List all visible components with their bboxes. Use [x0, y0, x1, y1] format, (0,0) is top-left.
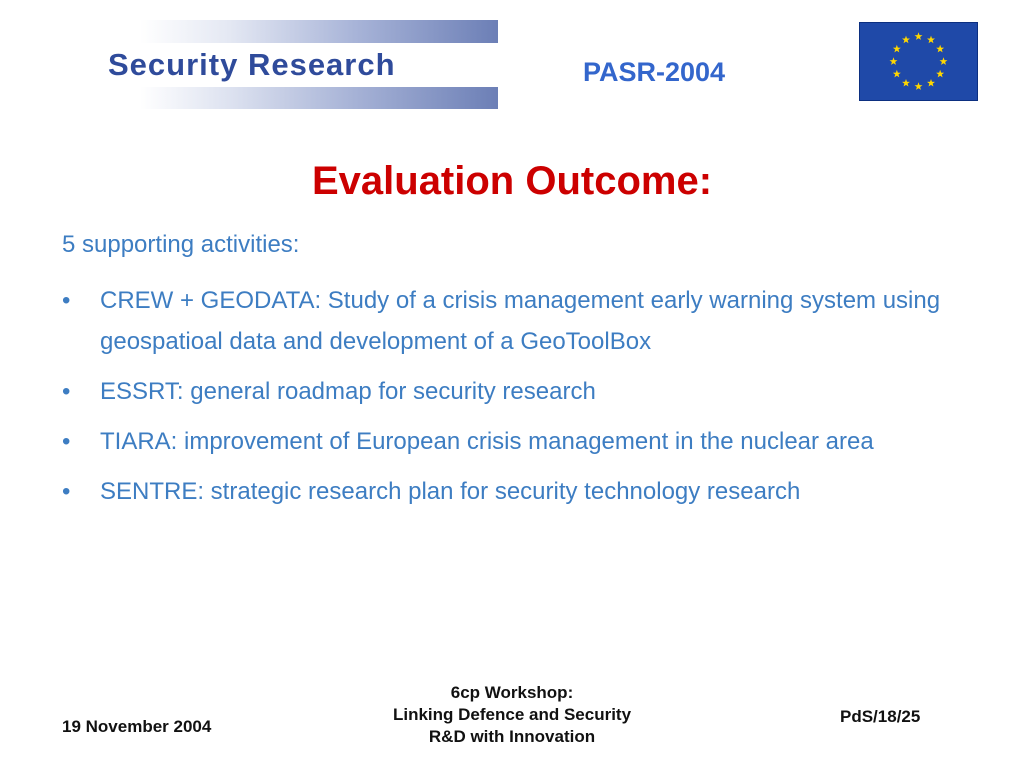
program-label: PASR-2004 [583, 57, 726, 87]
footer-event-line: 6cp Workshop: [450, 683, 574, 702]
bullet-text: SENTRE: strategic research plan for security technology research [100, 478, 801, 505]
bullet-icon: • [62, 378, 71, 405]
bullet-text: CREW + GEODATA: Study of a crisis management early warning system using geospatioal data and development of a GeoToolBox [100, 287, 941, 355]
bullet-list [62, 280, 962, 521]
eu-flag-icon [859, 22, 978, 101]
bullet-item [62, 371, 962, 412]
eu-star-icon [927, 79, 935, 87]
slide-title: Evaluation Outcome: [311, 159, 713, 203]
eu-star-icon [936, 45, 944, 53]
logo-band-bottom [140, 87, 498, 109]
eu-star-icon [893, 70, 901, 78]
eu-star-icon [915, 32, 923, 40]
security-research-logo [108, 20, 498, 110]
footer-event-line: R&D with Innovation [428, 727, 596, 746]
eu-star-icon [902, 79, 910, 87]
logo-band-top [140, 20, 498, 43]
bullet-item [62, 280, 962, 362]
intro-text: 5 supporting activities: [62, 231, 300, 258]
bullet-text: TIARA: improvement of European crisis management in the nuclear area [100, 428, 874, 455]
eu-star-icon [940, 57, 948, 65]
footer-event-line: Linking Defence and Security [392, 705, 632, 724]
bullet-icon: • [62, 287, 71, 314]
eu-star-icon [902, 36, 910, 44]
footer-page-ref: PdS/18/25 [840, 707, 921, 726]
eu-star-icon [936, 70, 944, 78]
bullet-icon: • [62, 428, 71, 455]
eu-star-icon [927, 36, 935, 44]
bullet-item [62, 421, 962, 462]
footer-date: 19 November 2004 [62, 717, 212, 736]
eu-star-icon [890, 57, 898, 65]
footer-event [362, 682, 662, 748]
eu-star-icon [893, 45, 901, 53]
bullet-icon: • [62, 478, 71, 505]
bullet-item [62, 471, 962, 512]
eu-star-icon [915, 82, 923, 90]
logo-text: Security Research [108, 47, 396, 82]
eu-stars [860, 23, 977, 100]
bullet-text: ESSRT: general roadmap for security research [100, 378, 596, 405]
